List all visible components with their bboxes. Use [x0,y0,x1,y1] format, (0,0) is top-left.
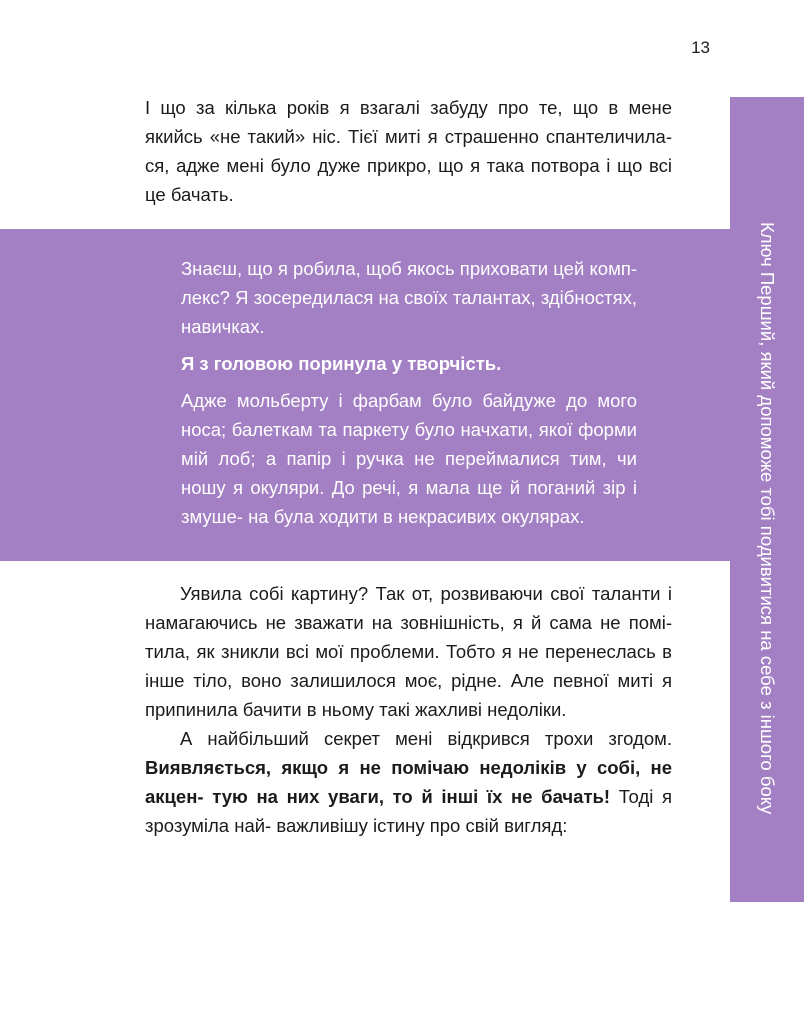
quote-bold-line: Я з головою поринула у творчість. [181,353,502,374]
chapter-title-vertical: Ключ Перший, який допоможе тобі подивитися на себе з іншого боку [757,222,778,815]
intro-paragraph [145,93,672,209]
main-paragraph-2: А найбільший секрет мені відкрився трохи згодом. Виявляється, якщо я не помічаю недоліків у собі, не акцен- тую на них уваги, то й інші їх не бачать! Тоді я зрозуміла най- важливішу істину про свій вигляд: [145,728,673,836]
chapter-side-tab [730,97,804,902]
intro-text: І що за кілька років я взагалі забуду про те, що в мене якийсь «не такий» ніс. Тієї миті я страшенно спантеличила- ся, адже мені було дуже прикро, що я така потвора і що всі це бачать. [145,97,672,205]
quote-block [181,254,637,531]
quote-paragraph-2: Адже мольберту і фарбам було байдуже до мого носа; балеткам та паркету було начхати, якої форми мій лоб; а папір і ручка не переймалися тим, чи ношу я окуляри. До речі, я мала ще й поганий зір і змуше- на була ходити в некрасивих окулярах. [181,390,637,527]
quote-paragraph-1: Знаєш, що я робила, щоб якось приховати цей комп- лекс? Я зосередилася на своїх талантах, здібностях, навичках. [181,258,637,337]
main-text [145,579,672,840]
emphasis-text: Виявляється, якщо я не помічаю недоліків у собі, не акцен- [145,757,672,807]
main-paragraph-1: Уявила собі картину? Так от, розвиваючи свої таланти і намагаючись не зважати на зовнішність, я й сама не помі- тила, як зникли всі мої проблеми. Тобто я не перенеслась в інше тіло, воно залишилося моє, рідне. Але певної миті я припинила бачити в ньому такі жахливі недоліки. [145,583,673,720]
page-number: 13 [691,38,710,57]
